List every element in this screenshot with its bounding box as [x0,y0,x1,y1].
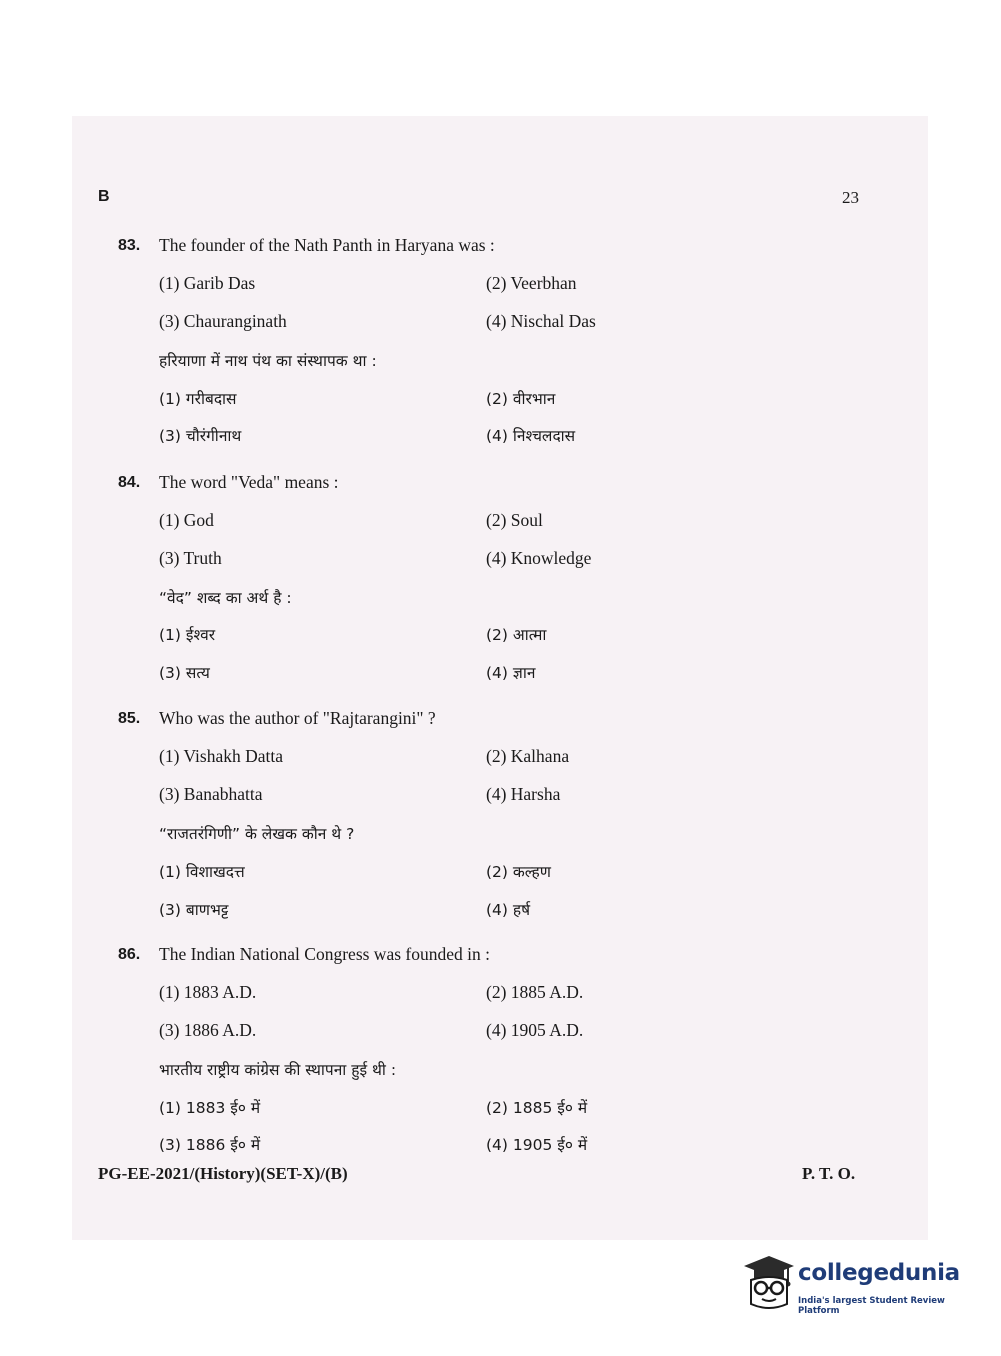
option-2: (2) 1885 A.D. [486,982,584,1002]
option-1: (1) God [159,510,214,530]
option-4: (4) Knowledge [486,548,592,568]
hindi-option-1: (1) 1883 ई० में [159,1099,261,1117]
question-number: 86. [118,946,141,963]
hindi-option-4: (4) निश्चलदास [486,427,576,445]
option-1: (1) 1883 A.D. [159,982,257,1002]
question-text: The word "Veda" means : [159,472,339,492]
hindi-option-2: (2) वीरभान [486,390,556,408]
hindi-option-3: (3) चौरंगीनाथ [159,427,242,445]
hindi-option-1: (1) गरीबदास [159,390,237,408]
brand-name: collegedunia [798,1260,960,1286]
hindi-option-4: (4) ज्ञान [486,664,536,682]
option-2: (2) Veerbhan [486,273,577,293]
exam-page [72,116,928,1240]
option-4: (4) Harsha [486,784,561,804]
question-text: Who was the author of "Rajtarangini" ? [159,708,436,728]
hindi-option-3: (3) 1886 ई० में [159,1136,261,1154]
hindi-option-3: (3) सत्य [159,664,210,682]
option-2: (2) Soul [486,510,543,530]
question-number: 84. [118,474,141,491]
hindi-option-4: (4) हर्ष [486,901,531,919]
question-text: The Indian National Congress was founded in : [159,944,490,964]
option-1: (1) Vishakh Datta [159,746,284,766]
option-4: (4) 1905 A.D. [486,1020,584,1040]
hindi-option-2: (2) आत्मा [486,626,547,644]
hindi-option-1: (1) विशाखदत्त [159,863,245,881]
question-number: 83. [118,237,141,254]
hindi-question-text: हरियाणा में नाथ पंथ का संस्थापक था : [159,352,377,370]
brand-tagline: India's largest Student Review Platform [798,1296,945,1316]
please-turn-over: P. T. O. [802,1164,856,1183]
hindi-option-3: (3) बाणभट्ट [159,901,229,919]
set-letter: B [98,188,110,205]
hindi-question-text: “राजतरंगिणी” के लेखक कौन थे ? [159,825,355,843]
question-number: 85. [118,710,141,727]
option-1: (1) Garib Das [159,273,256,293]
option-2: (2) Kalhana [486,746,570,766]
hindi-option-4: (4) 1905 ई० में [486,1136,588,1154]
hindi-question-text: “वेद” शब्द का अर्थ है : [159,589,292,607]
question-text: The founder of the Nath Panth in Haryana was : [159,235,495,255]
collegedunia-logo [742,1252,972,1316]
page-number: 23 [842,188,859,207]
paper-code: PG-EE-2021/(History)(SET-X)/(B) [98,1164,348,1183]
hindi-question-text: भारतीय राष्ट्रीय कांग्रेस की स्थापना हुई थी : [159,1061,397,1079]
option-3: (3) Banabhatta [159,784,263,804]
option-3: (3) Truth [159,548,222,568]
hindi-option-2: (2) 1885 ई० में [486,1099,588,1117]
hindi-option-1: (1) ईश्वर [159,626,216,644]
option-4: (4) Nischal Das [486,311,596,331]
hindi-option-2: (2) कल्हण [486,863,551,881]
option-3: (3) 1886 A.D. [159,1020,257,1040]
graduate-mascot-icon [742,1254,796,1312]
option-3: (3) Chauranginath [159,311,287,331]
